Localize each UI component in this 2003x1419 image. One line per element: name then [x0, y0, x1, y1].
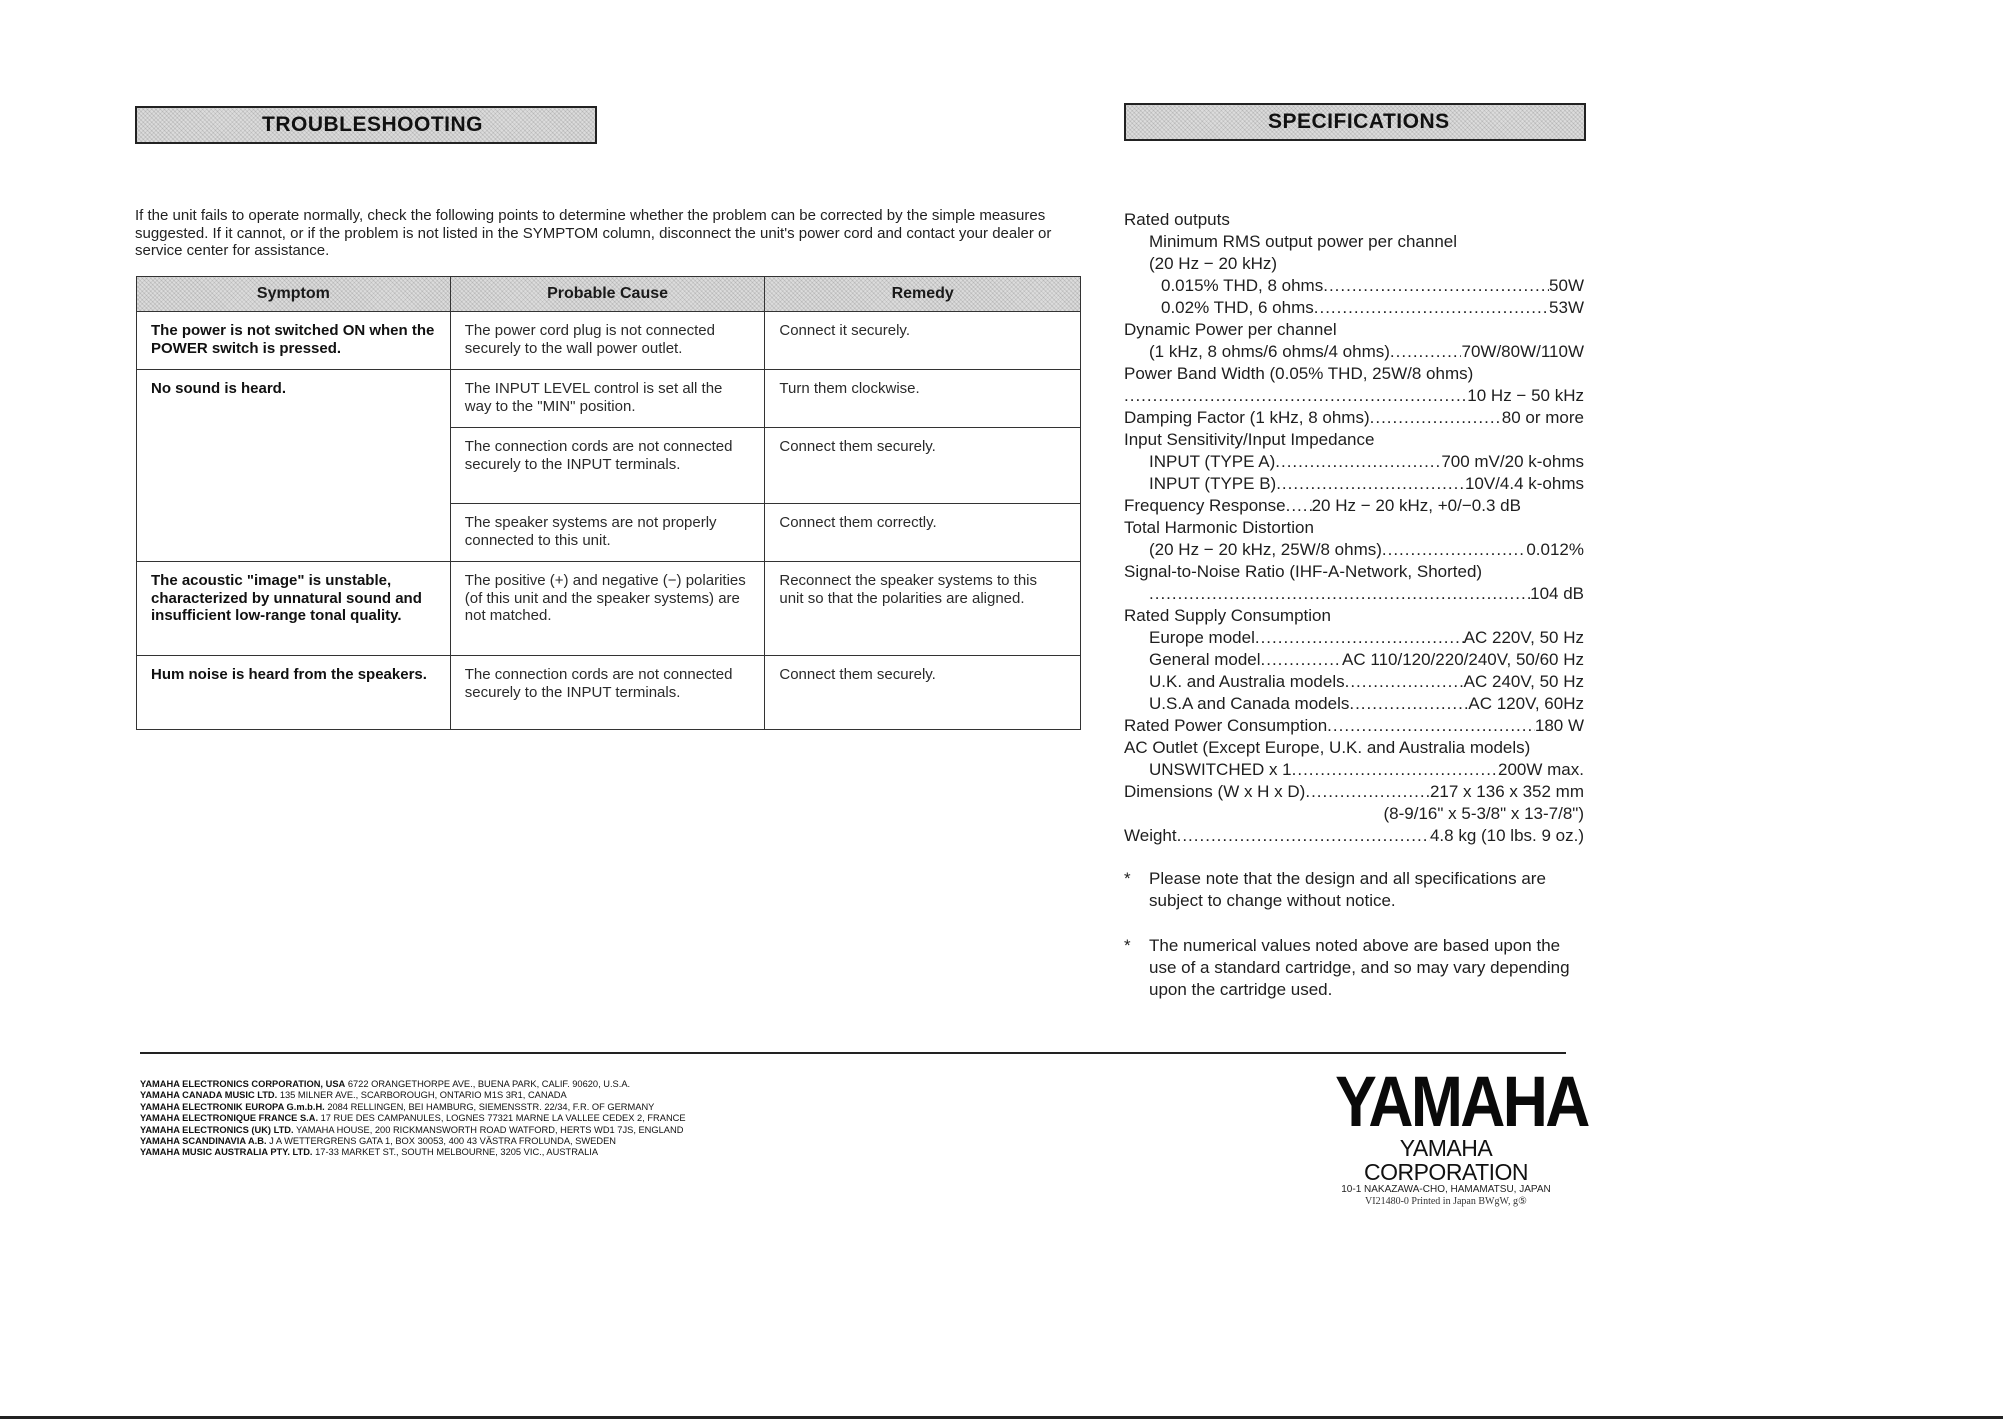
company-name: YAMAHA ELECTRONIQUE FRANCE S.A. — [140, 1113, 319, 1124]
spec-label: Rated Power Consumption — [1124, 716, 1328, 735]
spec-damping — [1124, 407, 1584, 429]
spec-value: 10 Hz − 50 kHz — [1467, 386, 1584, 405]
company-name: YAMAHA SCANDINAVIA A.B. — [140, 1136, 267, 1147]
spec-label: 0.02% THD, 6 ohms — [1161, 298, 1314, 317]
remedy-cell: Turn them clockwise. — [765, 370, 1081, 428]
spec-input-a — [1124, 451, 1584, 473]
spec-input-b — [1124, 473, 1584, 495]
address-line — [140, 1102, 686, 1113]
spec-label: 0.015% THD, 8 ohms — [1161, 276, 1324, 295]
company-name: YAMAHA ELECTRONICS (UK) LTD. — [140, 1124, 294, 1135]
cause-cell: The connection cords are not connected securely to the INPUT terminals. — [450, 428, 765, 504]
troubleshooting-header — [135, 106, 597, 144]
spec-power-band-row — [1124, 385, 1584, 407]
symptom-cell: No sound is heard. — [137, 370, 451, 562]
spec-value: AC 240V, 50 Hz — [1463, 672, 1584, 691]
symptom-cell: The acoustic "image" is unstable, characterized by unnatural sound and insufficient low-range tonal quality. — [137, 562, 451, 656]
spec-label: INPUT (TYPE B) — [1149, 474, 1277, 493]
company-address: 135 MILNER AVE., SCARBOROUGH, ONTARIO M1S 3R1, CANADA — [279, 1090, 567, 1101]
cause-cell: The power cord plug is not connected securely to the wall power outlet. — [450, 312, 765, 370]
spec-usa — [1124, 693, 1584, 715]
cause-cell: The connection cords are not connected securely to the INPUT terminals. — [450, 656, 765, 730]
spec-min-rms-range: (20 Hz − 20 kHz) — [1149, 254, 1278, 273]
yamaha-logo: YAMAHA — [1335, 1063, 1588, 1142]
spec-value: 50W — [1549, 276, 1584, 295]
company-address: J A WETTERGRENS GATA 1, BOX 30053, 400 43 VÄSTRA FROLUNDA, SWEDEN — [269, 1136, 616, 1147]
troubleshooting-title: TROUBLESHOOTING — [262, 113, 483, 136]
column-header-probable-cause: Probable Cause — [450, 277, 765, 312]
spec-dimensions — [1124, 781, 1584, 803]
cause-cell: The positive (+) and negative (−) polarities (of this unit and the speaker systems) are not matched. — [450, 562, 765, 656]
spec-label: Damping Factor (1 kHz, 8 ohms) — [1124, 408, 1370, 427]
address-line — [140, 1125, 686, 1136]
spec-general — [1124, 649, 1584, 671]
spec-value: AC 110/120/220/240V, 50/60 Hz — [1342, 650, 1584, 669]
spec-note-2 — [1124, 935, 1584, 1001]
spec-thd-row — [1124, 539, 1584, 561]
company-address: YAMAHA HOUSE, 200 RICKMANSWORTH ROAD WATFORD, HERTS WD1 7JS, ENGLAND — [296, 1124, 684, 1135]
note-asterisk: * — [1124, 936, 1131, 955]
spec-value: 70W/80W/110W — [1461, 342, 1584, 361]
address-line — [140, 1147, 686, 1158]
spec-ac-outlet: AC Outlet (Except Europe, U.K. and Australia models) — [1124, 738, 1531, 757]
corporation-address: 10-1 NAKAZAWA-CHO, HAMAMATSU, JAPAN — [1341, 1184, 1551, 1195]
print-code: VI21480-0 Printed in Japan BWgW, g⑤ — [1365, 1196, 1527, 1207]
company-name: YAMAHA MUSIC AUSTRALIA PTY. LTD. — [140, 1147, 313, 1158]
table-row — [137, 656, 1081, 730]
remedy-cell: Connect them correctly. — [765, 504, 1081, 562]
cause-cell: The speaker systems are not properly connected to this unit. — [450, 504, 765, 562]
spec-unswitched — [1124, 759, 1584, 781]
specifications-title: SPECIFICATIONS — [1268, 110, 1450, 133]
spec-europe — [1124, 627, 1584, 649]
table-row — [137, 370, 1081, 428]
company-name: YAMAHA ELECTRONIK EUROPA G.m.b.H. — [140, 1101, 325, 1112]
spec-value: 80 or more — [1501, 408, 1584, 427]
remedy-cell: Connect them securely. — [765, 656, 1081, 730]
cause-cell: The INPUT LEVEL control is set all the way to the "MIN" position. — [450, 370, 765, 428]
spec-dynamic-power: Dynamic Power per channel — [1124, 320, 1337, 339]
yamaha-logo-block — [1320, 1063, 1588, 1208]
spec-power-band: Power Band Width (0.05% THD, 25W/8 ohms) — [1124, 364, 1474, 383]
remedy-cell: Connect them securely. — [765, 428, 1081, 504]
column-header-remedy: Remedy — [765, 277, 1081, 312]
spec-input-sens: Input Sensitivity/Input Impedance — [1124, 430, 1375, 449]
remedy-cell: Connect it securely. — [765, 312, 1081, 370]
spec-value: 700 mV/20 k-ohms — [1441, 452, 1584, 471]
specifications-list — [1124, 209, 1584, 847]
spec-thd: Total Harmonic Distortion — [1124, 518, 1314, 537]
spec-label: UNSWITCHED x 1 — [1149, 760, 1292, 779]
spec-value: 200W max. — [1498, 760, 1584, 779]
spec-value: 217 x 136 x 352 mm — [1429, 782, 1584, 801]
address-line — [140, 1113, 686, 1124]
spec-value: 104 dB — [1530, 584, 1584, 603]
spec-label: General model — [1149, 650, 1261, 669]
spec-frequency — [1124, 495, 1584, 517]
spec-label: (20 Hz − 20 kHz, 25W/8 ohms) — [1149, 540, 1382, 559]
spec-value: 10V/4.4 k-ohms — [1464, 474, 1584, 493]
spec-rated-supply: Rated Supply Consumption — [1124, 606, 1331, 625]
spec-min-rms: Minimum RMS output power per channel — [1149, 232, 1458, 251]
spec-label: U.S.A and Canada models — [1149, 694, 1350, 713]
spec-value: 53W — [1549, 298, 1584, 317]
spec-label: Europe model — [1149, 628, 1255, 647]
spec-dimensions-inch: (8-9/16" x 5-3/8" x 13-7/8") — [1383, 804, 1584, 823]
spec-thd8 — [1124, 275, 1584, 297]
table-row — [137, 312, 1081, 370]
spec-thd6 — [1124, 297, 1584, 319]
address-line — [140, 1090, 686, 1101]
spec-snr-row — [1124, 583, 1584, 605]
remedy-cell: Reconnect the speaker systems to this unit so that the polarities are aligned. — [765, 562, 1081, 656]
distributor-address-list — [140, 1079, 686, 1159]
spec-dynamic — [1124, 341, 1584, 363]
spec-uk — [1124, 671, 1584, 693]
spec-snr: Signal-to-Noise Ratio (IHF-A-Network, Shorted) — [1124, 562, 1483, 581]
company-address: 17-33 MARKET ST., SOUTH MELBOURNE, 3205 VIC., AUSTRALIA — [315, 1147, 599, 1158]
note-text: Please note that the design and all specifications are subject to change without notice. — [1149, 869, 1546, 910]
spec-label: U.K. and Australia models — [1149, 672, 1345, 691]
spec-value: AC 120V, 60Hz — [1468, 694, 1584, 713]
spec-label: (1 kHz, 8 ohms/6 ohms/4 ohms) — [1149, 342, 1390, 361]
spec-value: 180 W — [1534, 716, 1584, 735]
spec-value: 0.012% — [1526, 540, 1584, 559]
company-address: 17 RUE DES CAMPANULES, LOGNES 77321 MARNE LA VALLEE CEDEX 2, FRANCE — [320, 1113, 686, 1124]
note-asterisk: * — [1124, 869, 1131, 888]
troubleshooting-table — [136, 276, 1081, 730]
corporation-name: YAMAHA CORPORATION — [1363, 1135, 1529, 1185]
spec-label: Frequency Response — [1124, 496, 1286, 515]
spec-label: Weight — [1124, 826, 1177, 845]
company-address: 2084 RELLINGEN, BEI HAMBURG, SIEMENSSTR. 22/34, F.R. OF GERMANY — [327, 1101, 655, 1112]
company-name: YAMAHA ELECTRONICS CORPORATION, USA — [140, 1079, 346, 1089]
table-row — [137, 562, 1081, 656]
spec-rated-outputs: Rated outputs — [1124, 210, 1230, 229]
symptom-cell: The power is not switched ON when the POWER switch is pressed. — [137, 312, 451, 370]
spec-value: 4.8 kg (10 lbs. 9 oz.) — [1429, 826, 1584, 845]
footer-divider — [140, 1052, 1566, 1054]
spec-label: Dimensions (W x H x D) — [1124, 782, 1306, 801]
company-address: 6722 ORANGETHORPE AVE., BUENA PARK, CALIF. 90620, U.S.A. — [347, 1079, 631, 1089]
table-header-row — [137, 277, 1081, 312]
spec-label: INPUT (TYPE A) — [1149, 452, 1276, 471]
spec-weight — [1124, 825, 1584, 847]
address-line — [140, 1079, 686, 1090]
spec-rated-power — [1124, 715, 1584, 737]
spec-value: 20 Hz − 20 kHz, +0/−0.3 dB — [1311, 496, 1521, 515]
symptom-cell: Hum noise is heard from the speakers. — [137, 656, 451, 730]
specifications-header — [1124, 103, 1586, 141]
column-header-symptom: Symptom — [137, 277, 451, 312]
note-text: The numerical values noted above are based upon the use of a standard cartridge, and so may vary depending upon the cartridge used. — [1149, 936, 1570, 999]
troubleshooting-intro: If the unit fails to operate normally, check the following points to determine whether the problem can be corrected by the simple measures suggested. If it cannot, or if the problem is not listed in the SYMPTOM column, disconnect the unit's power cord and contact your dealer or service center for assistance. — [135, 207, 1052, 259]
address-line — [140, 1136, 686, 1147]
company-name: YAMAHA CANADA MUSIC LTD. — [140, 1090, 278, 1101]
spec-value: AC 220V, 50 Hz — [1463, 628, 1584, 647]
spec-note-1 — [1124, 868, 1584, 912]
